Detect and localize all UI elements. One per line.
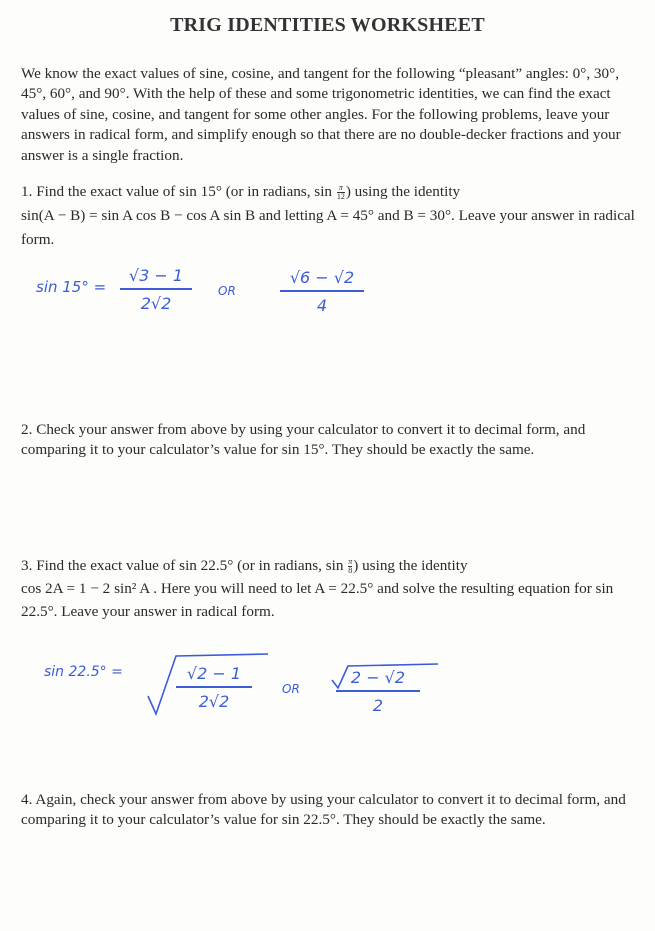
question-text: Find the exact value of sin 15° (or in radians, sin — [36, 183, 333, 200]
question-text-identity: cos 2A = 1 − 2 sin² A . Here you will need to let A = 22.5° and solve the resulting equation for sin 22.5°. Leave your answer in radical form. — [21, 580, 614, 620]
question-text: Again, check your answer from above by using your calculator to convert it to decimal form, and comparing it to your calculator’s value for sin 22.5°. They should be exactly the same. — [21, 791, 626, 829]
pi-over-8-fraction: $\frac{\pi}{8}$ — [348, 557, 353, 576]
question-2 — [21, 420, 636, 461]
question-4 — [21, 790, 636, 831]
question-number: 2. — [21, 421, 33, 438]
answer-fraction-2: √6 − √2 4 — [280, 268, 364, 315]
question-text: Find the exact value of sin 22.5° (or in radians, sin — [36, 557, 344, 574]
pi-over-12-fraction: $\frac{\pi}{12}$ — [336, 183, 345, 202]
answer-lhs: sin 22.5° = — [44, 664, 123, 680]
intro-paragraph: We know the exact values of sine, cosine, and tangent for the following “pleasant” angles: 0°, 30°, 45°, 60°, and 90°. With the help of these and some trigonometric identities, we can find the exact values of sine, cosine, and tangent for some other angles. For the following problems, leave your answers in radical form, and simplify enough so that there are no double-decker fractions and your answer is a single fraction. — [21, 65, 621, 164]
answer-or: OR — [282, 682, 300, 696]
question-text: Check your answer from above by using your calculator to convert it to decimal form, and comparing it to your calculator’s value for sin 15°. They should be exactly the same. — [21, 421, 586, 459]
worksheet-title: TRIG IDENTITIES WORKSHEET — [170, 14, 485, 36]
answer-or: OR — [218, 284, 236, 298]
answer-fraction-1: √3 − 1 2√2 — [120, 266, 192, 313]
question-number: 3. — [21, 557, 33, 574]
question-number: 1. — [21, 183, 33, 200]
question-number: 4. — [21, 791, 33, 808]
answer-lhs: sin 15° = — [36, 278, 107, 296]
answer-fraction-2: 2 − √2 2 — [336, 668, 420, 715]
question-text-identity: sin(A − B) = sin A cos B − cos A sin B and letting A = 45° and B = 30°. Leave your answer in radical form. — [21, 207, 635, 248]
question-1: 1. Find the exact value of sin 15° (or in radians, sin $\frac{\pi}{12}$ ) using the identity sin(A − B) = sin A cos B − cos A sin B and letting A = 45° and B = 30°. Leave your answer in radical form. — [21, 183, 635, 248]
question-3: 3. Find the exact value of sin 22.5° (or in radians, sin $\frac{\pi}{8}$ ) using the identity cos 2A = 1 − 2 sin² A . Here you will need to let A = 22.5° and solve the resulting equation for sin 22.5°. Leave your answer in radical form. — [21, 557, 614, 620]
answer-fraction-1: √2 − 1 2√2 — [176, 664, 252, 711]
